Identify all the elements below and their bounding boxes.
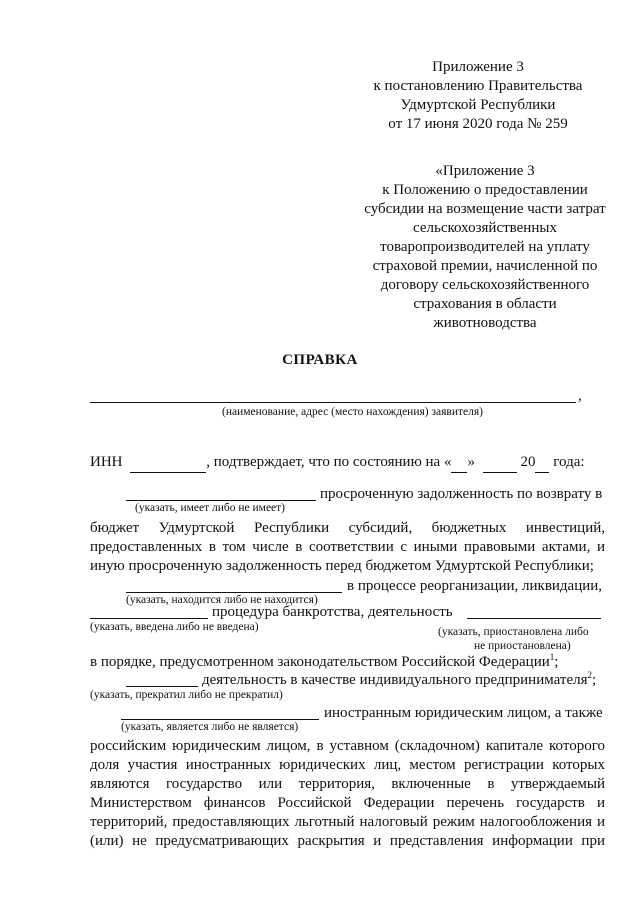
inn-line [90, 453, 585, 473]
reorg-lead: в процессе реорганизации, ликвидации, [347, 578, 603, 594]
reorg-field-line [126, 592, 342, 593]
law-end: ; [554, 654, 559, 670]
bankruptcy-text: процедура банкротства, деятельность [212, 604, 453, 620]
appendix-header-line: от 17 июня 2020 года № 259 [388, 116, 568, 132]
appendix-header-line: Приложение 3 [432, 59, 524, 75]
applicant-comma: , [578, 388, 582, 404]
activity-field-line [467, 618, 601, 619]
bankruptcy-hint-right-2: не приостановлена) [474, 640, 571, 652]
inn-year-label: года: [553, 454, 585, 470]
appendix-sub-line: животноводства [433, 315, 537, 331]
entrepreneur-field-line [126, 686, 198, 687]
foreign-line: территорий, предоставляющих льготный налоговый режим налогообложения и [90, 814, 605, 830]
month-field [483, 453, 517, 473]
bankruptcy-hint-left: (указать, введена либо не введена) [90, 621, 259, 633]
appendix-subheader [360, 162, 610, 333]
appendix-sub-line: товаропроизводителей на уплату [380, 239, 590, 255]
day-field [451, 453, 467, 473]
bankruptcy-hint-right: (указать, приостановлена либо [438, 626, 589, 638]
entrepreneur-text: деятельность в качестве индивидуального предпринимателя [202, 672, 588, 688]
footnote-ref: 1 [549, 652, 555, 662]
inn-field [130, 453, 206, 473]
entrepreneur-line [202, 671, 596, 690]
foreign-line: Министерством финансов Российской Федерации перечень государств и [90, 795, 605, 811]
inn-year-prefix: 20 [520, 454, 536, 470]
foreign-lead: иностранным юридическим лицом, а также [324, 705, 603, 721]
appendix-sub-line: договору сельскохозяйственного [380, 277, 590, 293]
debt-line: бюджет Удмуртской Республики субсидий, бюджетных инвестиций, [90, 520, 605, 536]
inn-text: , подтверждает, что по состоянию на « [206, 454, 452, 470]
bankruptcy-field-line [90, 618, 208, 619]
foreign-hint: (указать, является либо не является) [121, 721, 299, 733]
applicant-hint: (наименование, адрес (место нахождения) заявителя) [222, 406, 483, 418]
foreign-line: (или) не предусматривающих раскрытия и представления информации при [90, 833, 605, 849]
appendix-sub-line: «Приложение 3 [435, 163, 535, 179]
document-title: СПРАВКА [282, 352, 358, 368]
debt-hint: (указать, имеет либо не имеет) [135, 502, 286, 514]
reorg-hint: (указать, находится либо не находится) [126, 594, 318, 606]
year-field [535, 453, 549, 473]
inn-quote-close: » [467, 454, 475, 470]
debt-line: предоставленных в том числе в соответствии с иными правовыми актами, и [90, 539, 605, 555]
appendix-header-line: Удмуртской Республики [400, 97, 556, 113]
appendix-sub-line: к Положению о предоставлении [382, 182, 588, 198]
appendix-sub-line: сельскохозяйственных [413, 220, 557, 236]
applicant-field-line [90, 402, 576, 403]
footnote-ref: 2 [587, 670, 592, 680]
appendix-sub-line: субсидии на возмещение части затрат [364, 201, 606, 217]
debt-lead: просроченную задолженность по возврату в [320, 486, 603, 502]
entrepreneur-hint: (указать, прекратил либо не прекратил) [90, 689, 283, 701]
foreign-line: российским юридическим лицом, в уставном (складочном) капитале которого [90, 738, 605, 754]
law-line [90, 653, 558, 672]
appendix-sub-line: страховой премии, начисленной по [372, 258, 598, 274]
foreign-line: являются государство или территория, включенные в утверждаемый [90, 776, 605, 792]
appendix-header [358, 58, 598, 134]
appendix-header-line: к постановлению Правительства [373, 78, 583, 94]
entrepreneur-end: ; [592, 672, 597, 688]
debt-line: иную просроченную задолженность перед бюджетом Удмуртской Республики; [90, 558, 594, 574]
foreign-field-line [121, 719, 319, 720]
foreign-line: доля участия иностранных юридических лиц, местом регистрации которых [90, 757, 605, 773]
law-text: в порядке, предусмотренном законодательством Российской Федерации [90, 654, 550, 670]
inn-label: ИНН [90, 454, 123, 470]
debt-field-line [126, 500, 316, 501]
appendix-sub-line: страхования в области [413, 296, 557, 312]
